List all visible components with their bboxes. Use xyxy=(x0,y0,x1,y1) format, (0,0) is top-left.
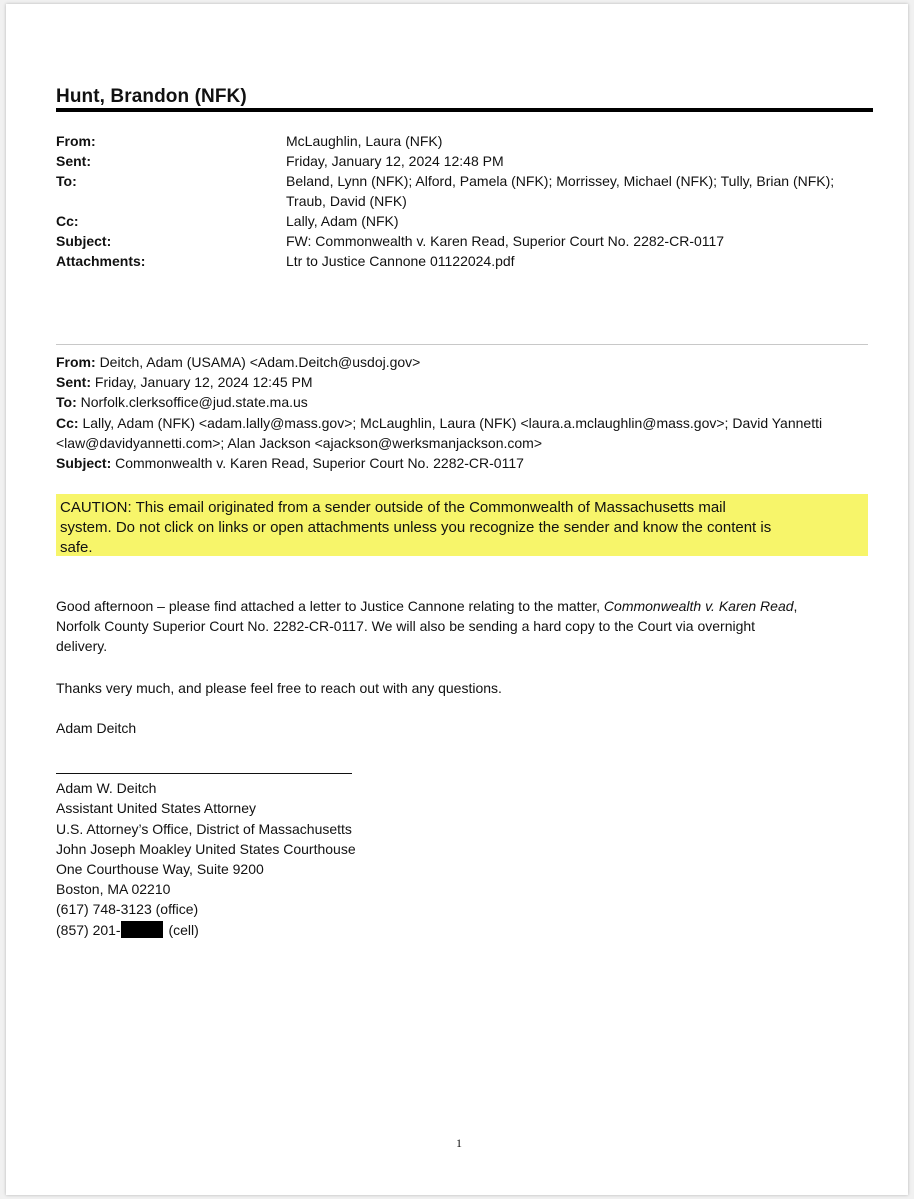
caution-text xyxy=(60,498,860,558)
body-paragraph-1-line-3: delivery. xyxy=(56,638,108,654)
header-from-value: McLaughlin, Laura (NFK) xyxy=(286,133,443,149)
caution-line-1: CAUTION: This email originated from a sender outside of the Commonwealth of Massachusetts mail xyxy=(60,499,726,516)
signature-city: Boston, MA 02210 xyxy=(56,881,171,897)
body-paragraph-1-line-1 xyxy=(56,596,797,616)
header-rule xyxy=(56,108,873,112)
forwarded-cc-row xyxy=(56,413,876,433)
forwarded-subject-value: Commonwealth v. Karen Read, Superior Court No. 2282-CR-0117 xyxy=(115,455,524,471)
header-sent-value: Friday, January 12, 2024 12:48 PM xyxy=(286,153,504,169)
forwarded-from-row xyxy=(56,352,876,372)
header-subject-value: FW: Commonwealth v. Karen Read, Superior Court No. 2282-CR-0117 xyxy=(286,233,725,249)
header-to-label: To: xyxy=(56,173,77,189)
caution-line-2: system. Do not click on links or open attachments unless you recognize the sender and know the content is xyxy=(60,519,772,536)
mailbox-owner-name: Hunt, Brandon (NFK) xyxy=(56,86,247,107)
header-attachments-label: Attachments: xyxy=(56,253,146,269)
forward-divider xyxy=(56,344,868,345)
signature-rule xyxy=(56,773,352,774)
body-comma: , xyxy=(793,598,798,614)
header-cc-label: Cc: xyxy=(56,213,79,229)
signature-name: Adam W. Deitch xyxy=(56,780,157,796)
forwarded-from-value: Deitch, Adam (USAMA) <Adam.Deitch@usdoj.gov> xyxy=(99,354,421,370)
forwarded-cc-row-cont xyxy=(56,433,876,453)
caution-line-3: safe. xyxy=(60,539,93,556)
forwarded-from-label: From: xyxy=(56,354,96,370)
cell-phone-prefix: (857) 201- xyxy=(56,922,121,938)
signature-building: John Joseph Moakley United States Courthouse xyxy=(56,841,356,857)
document-page xyxy=(6,4,908,1195)
attachment-filename[interactable]: Ltr to Justice Cannone 01122024.pdf xyxy=(286,253,515,269)
caution-banner xyxy=(56,494,868,556)
forwarded-to-row xyxy=(56,392,876,412)
body-greeting: Good afternoon – please find attached a letter to Justice Cannone relating to the matter, xyxy=(56,598,604,614)
header-cc-value: Lally, Adam (NFK) xyxy=(286,213,399,229)
body-paragraph-1-line-2: Norfolk County Superior Court No. 2282-CR-0117. We will also be sending a hard copy to the Court via overnight xyxy=(56,618,756,634)
redaction-block xyxy=(121,921,163,938)
forwarded-cc-value-line1: Lally, Adam (NFK) <adam.lally@mass.gov>; McLaughlin, Laura (NFK) <laura.a.mclaughlin@mass.gov>; David Yannetti xyxy=(82,415,823,431)
header-to-value-line2: Traub, David (NFK) xyxy=(286,193,407,209)
forwarded-to-label: To: xyxy=(56,394,77,410)
forwarded-subject-row xyxy=(56,453,876,473)
page-number: 1 xyxy=(456,1136,462,1150)
signature-title: Assistant United States Attorney xyxy=(56,800,256,816)
header-from-label: From: xyxy=(56,133,96,149)
forwarded-cc-value-line2: <law@davidyannetti.com>; Alan Jackson <ajackson@werksmanjackson.com> xyxy=(56,435,542,451)
forwarded-sent-label: Sent: xyxy=(56,374,91,390)
forwarded-subject-label: Subject: xyxy=(56,455,112,471)
case-name: Commonwealth v. Karen Read xyxy=(603,598,794,614)
cell-phone-suffix: (cell) xyxy=(168,922,199,938)
forwarded-sent-row xyxy=(56,372,876,392)
signature-cell-phone xyxy=(56,920,199,940)
header-subject-label: Subject: xyxy=(56,233,112,249)
signature-street: One Courthouse Way, Suite 9200 xyxy=(56,861,264,877)
header-sent-label: Sent: xyxy=(56,153,91,169)
header-to-value-line1: Beland, Lynn (NFK); Alford, Pamela (NFK); Morrissey, Michael (NFK); Tully, Brian (NFK); xyxy=(286,173,835,189)
forwarded-to-value: Norfolk.clerksoffice@jud.state.ma.us xyxy=(80,394,308,410)
forwarded-sent-value: Friday, January 12, 2024 12:45 PM xyxy=(94,374,313,390)
body-paragraph-2: Thanks very much, and please feel free to reach out with any questions. xyxy=(56,680,502,696)
forwarded-cc-label: Cc: xyxy=(56,415,79,431)
signature-office-phone: (617) 748-3123 (office) xyxy=(56,901,199,917)
signature-office: U.S. Attorney’s Office, District of Massachusetts xyxy=(56,821,352,837)
body-signoff: Adam Deitch xyxy=(56,720,137,736)
